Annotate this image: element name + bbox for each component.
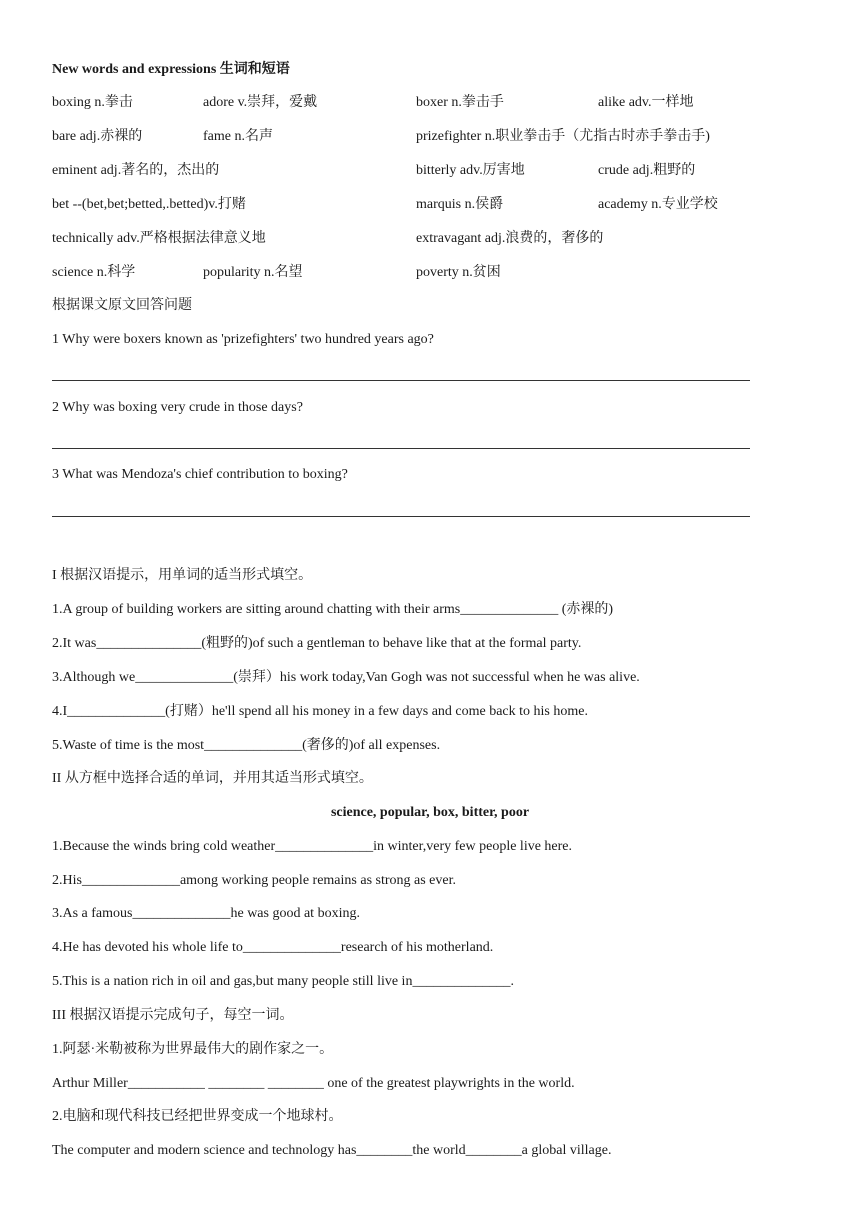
reading-question: 2 Why was boxing very crude in those days? — [52, 400, 303, 415]
exercise-item: 1.A group of building workers are sitting around chatting with their arms______________ (赤裸的) — [52, 602, 614, 617]
vocab-entry: academy n.专业学校 — [598, 197, 718, 212]
exercise-item: 4.I______________(打赌）he'll spend all his money in a few days and come back to his home. — [52, 704, 588, 719]
answer-line[interactable] — [52, 380, 750, 381]
answer-line[interactable] — [52, 448, 750, 449]
reading-question: 1 Why were boxers known as 'prizefighters' two hundred years ago? — [52, 332, 434, 347]
vocab-entry: bet --(bet,bet;betted,.betted)v.打赌 — [52, 197, 246, 212]
vocab-row — [0, 196, 860, 214]
reading-question: 3 What was Mendoza's chief contribution to boxing? — [52, 467, 348, 482]
vocab-entry: boxing n.拳击 — [52, 95, 133, 110]
exercise-item: 3.As a famous______________he was good at boxing. — [52, 906, 360, 921]
vocab-entry: popularity n.名望 — [203, 265, 303, 280]
word-box: science, popular, box, bitter, poor — [330, 805, 530, 820]
page-title: New words and expressions 生词和短语 — [52, 62, 290, 77]
exercise-item: 5.Waste of time is the most______________(奢侈的)of all expenses. — [52, 738, 441, 753]
part2-heading: II 从方框中选择合适的单词，并用其适当形式填空。 — [52, 771, 373, 786]
exercise-item: 1.Because the winds bring cold weather______________in winter,very few people live here. — [52, 839, 573, 854]
vocab-entry: boxer n.拳击手 — [416, 95, 504, 110]
vocab-entry: adore v.崇拜，爱戴 — [203, 95, 318, 110]
vocab-row — [0, 162, 860, 180]
reading-heading: 根据课文原文回答问题 — [52, 298, 192, 313]
vocab-entry: science n.科学 — [52, 265, 136, 280]
exercise-item: Arthur Miller___________ ________ ________ one of the greatest playwrights in the world. — [52, 1076, 575, 1091]
exercise-prompt: 2.电脑和现代科技已经把世界变成一个地球村。 — [52, 1109, 343, 1124]
vocab-entry: fame n.名声 — [203, 129, 273, 144]
exercise-item: 2.It was_______________(粗野的)of such a gentleman to behave like that at the formal party. — [52, 636, 582, 651]
exercise-item: 3.Although we______________(崇拜）his work today,Van Gogh was not successful when he was alive. — [52, 670, 640, 685]
exercise-item: 2.His______________among working people remains as strong as ever. — [52, 873, 456, 888]
vocab-entry: technically adv.严格根据法律意义地 — [52, 231, 266, 246]
vocab-row — [0, 94, 860, 112]
exercise-item: 4.He has devoted his whole life to______________research of his motherland. — [52, 940, 494, 955]
part3-heading: III 根据汉语提示完成句子，每空一词。 — [52, 1008, 294, 1023]
exercise-prompt: 1.阿瑟·米勒被称为世界最伟大的剧作家之一。 — [52, 1042, 334, 1057]
vocab-entry: bare adj.赤裸的 — [52, 129, 143, 144]
vocab-row — [0, 230, 860, 248]
vocab-entry: poverty n.贫困 — [416, 265, 501, 280]
vocab-entry: marquis n.侯爵 — [416, 197, 504, 212]
exercise-item: The computer and modern science and technology has________the world________a global village. — [52, 1143, 612, 1158]
vocab-entry: bitterly adv.厉害地 — [416, 163, 525, 178]
vocab-entry: eminent adj.著名的，杰出的 — [52, 163, 220, 178]
vocab-row — [0, 264, 860, 282]
vocab-row — [0, 128, 860, 146]
vocab-entry: crude adj.粗野的 — [598, 163, 696, 178]
part1-heading: I 根据汉语提示，用单词的适当形式填空。 — [52, 568, 313, 583]
vocab-entry: alike adv.一样地 — [598, 95, 694, 110]
answer-line[interactable] — [52, 516, 750, 517]
vocab-entry: extravagant adj.浪费的，奢侈的 — [416, 231, 604, 246]
exercise-item: 5.This is a nation rich in oil and gas,but many people still live in______________. — [52, 974, 514, 989]
vocab-entry: prizefighter n.职业拳击手（尤指古时赤手拳击手) — [416, 129, 710, 144]
